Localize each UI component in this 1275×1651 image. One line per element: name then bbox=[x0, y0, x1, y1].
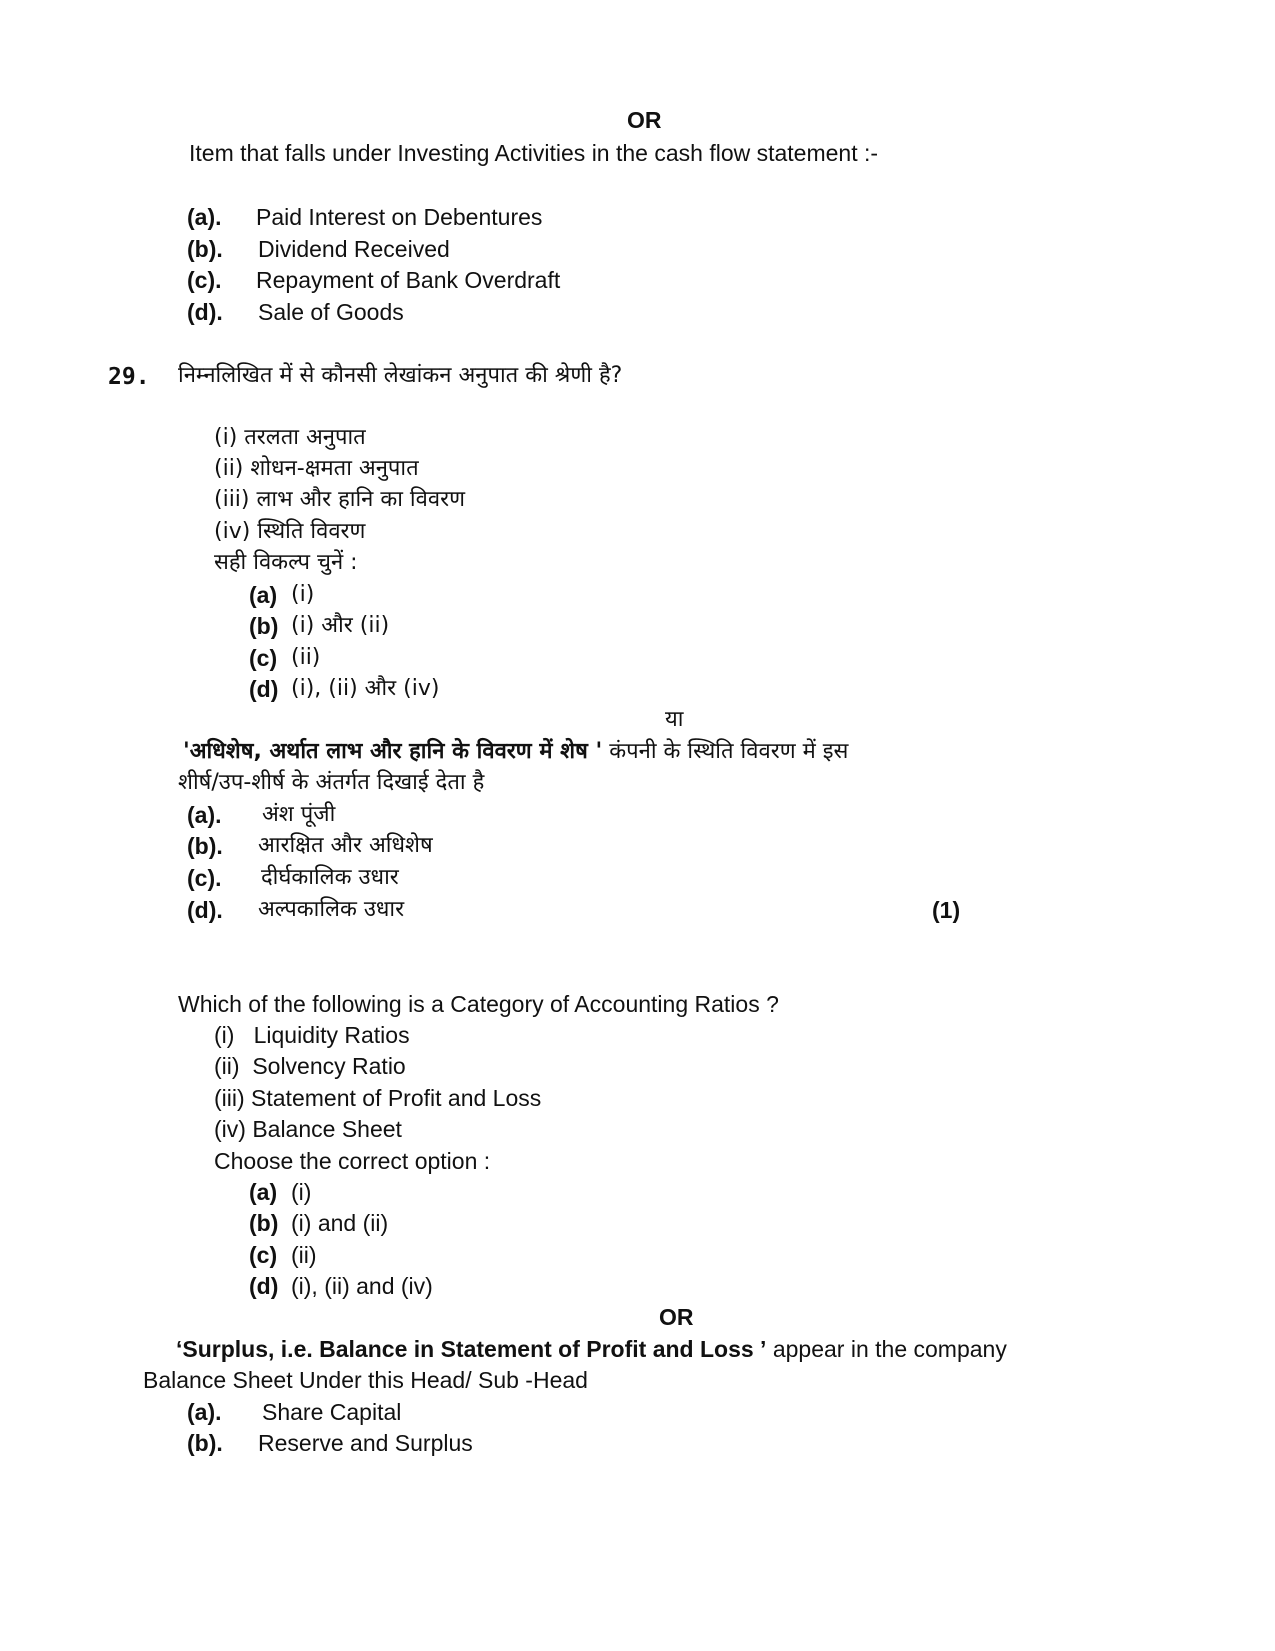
option-text: (i), (ii) and (iv) bbox=[291, 1273, 433, 1299]
hindi-question: निम्नलिखित में से कौनसी लेखांकन अनुपात की श्रेणी है? bbox=[178, 363, 623, 388]
english-alt-question-bold: ‘Surplus, i.e. Balance in Statement of Profit and Loss ’ bbox=[176, 1336, 767, 1362]
english-question: Which of the following is a Category of Accounting Ratios ? bbox=[178, 991, 779, 1017]
english-choose: Choose the correct option : bbox=[214, 1148, 491, 1174]
option-label: (d). bbox=[187, 299, 223, 325]
option-label: (a). bbox=[187, 204, 222, 230]
option-text: Sale of Goods bbox=[258, 299, 404, 325]
option-text: अल्पकालिक उधार bbox=[258, 897, 405, 922]
english-alt-question-line1 bbox=[176, 1335, 1007, 1363]
option-label: (d) bbox=[249, 1273, 279, 1299]
option-text: Paid Interest on Debentures bbox=[256, 204, 543, 230]
option-label: (a). bbox=[187, 1399, 222, 1425]
english-alt-question-line2: Balance Sheet Under this Head/ Sub -Head bbox=[143, 1367, 588, 1393]
option-label: (b) bbox=[249, 1210, 279, 1236]
option-label: (b). bbox=[187, 1430, 223, 1456]
option-label: (d). bbox=[187, 897, 223, 923]
option-label: (b). bbox=[187, 833, 223, 859]
option-text: अंश पूंजी bbox=[262, 802, 336, 827]
option-label: (a). bbox=[187, 802, 222, 828]
option-label: (d) bbox=[249, 676, 279, 702]
english-alt-question-rest: appear in the company bbox=[766, 1336, 1007, 1362]
option-text: Share Capital bbox=[262, 1399, 402, 1425]
option-text: (i) bbox=[291, 582, 315, 607]
question-number: 29. bbox=[108, 364, 150, 390]
option-text: (ii) bbox=[291, 1242, 317, 1268]
marks: (1) bbox=[932, 897, 961, 923]
option-text: दीर्घकालिक उधार bbox=[261, 865, 399, 890]
hindi-item: (iii) लाभ और हानि का विवरण bbox=[214, 487, 466, 512]
option-text: Reserve and Surplus bbox=[258, 1430, 473, 1456]
option-label: (a) bbox=[249, 582, 278, 608]
option-text: (i) और (ii) bbox=[291, 613, 390, 638]
or-heading-2: OR bbox=[659, 1304, 694, 1330]
hindi-item: (ii) शोधन-क्षमता अनुपात bbox=[214, 456, 419, 481]
english-item: (ii) Solvency Ratio bbox=[214, 1053, 406, 1079]
option-text: (i) and (ii) bbox=[291, 1210, 389, 1236]
english-item: (iv) Balance Sheet bbox=[214, 1116, 402, 1142]
english-item: (iii) Statement of Profit and Loss bbox=[214, 1085, 542, 1111]
investing-question: Item that falls under Investing Activities in the cash flow statement :- bbox=[189, 140, 879, 166]
option-label: (c). bbox=[187, 267, 222, 293]
english-item: (i) Liquidity Ratios bbox=[214, 1022, 410, 1048]
option-label: (c). bbox=[187, 865, 222, 891]
option-text: (i), (ii) और (iv) bbox=[291, 676, 440, 701]
or-heading-hindi: या bbox=[665, 707, 684, 732]
hindi-item: (i) तरलता अनुपात bbox=[214, 425, 366, 450]
option-text: (i) bbox=[291, 1179, 312, 1205]
hindi-alt-question-rest: कंपनी के स्थिति विवरण में इस bbox=[602, 739, 849, 764]
option-label: (c) bbox=[249, 1242, 278, 1268]
option-label: (c) bbox=[249, 645, 278, 671]
option-text: (ii) bbox=[291, 645, 321, 670]
hindi-choose: सही विकल्प चुनें : bbox=[214, 550, 358, 575]
hindi-item: (iv) स्थिति विवरण bbox=[214, 519, 366, 544]
option-text: Dividend Received bbox=[258, 236, 450, 262]
option-label: (a) bbox=[249, 1179, 278, 1205]
hindi-alt-question-line2: शीर्ष/उप-शीर्ष के अंतर्गत दिखाई देता है bbox=[178, 770, 485, 795]
option-text: आरक्षित और अधिशेष bbox=[258, 833, 433, 858]
hindi-alt-question-line1 bbox=[183, 738, 848, 766]
option-label: (b). bbox=[187, 236, 223, 262]
or-heading-1: OR bbox=[627, 107, 662, 133]
hindi-alt-question-bold: 'अधिशेष, अर्थात लाभ और हानि के विवरण में शेष ' bbox=[183, 739, 603, 764]
option-text: Repayment of Bank Overdraft bbox=[256, 267, 561, 293]
option-label: (b) bbox=[249, 613, 279, 639]
